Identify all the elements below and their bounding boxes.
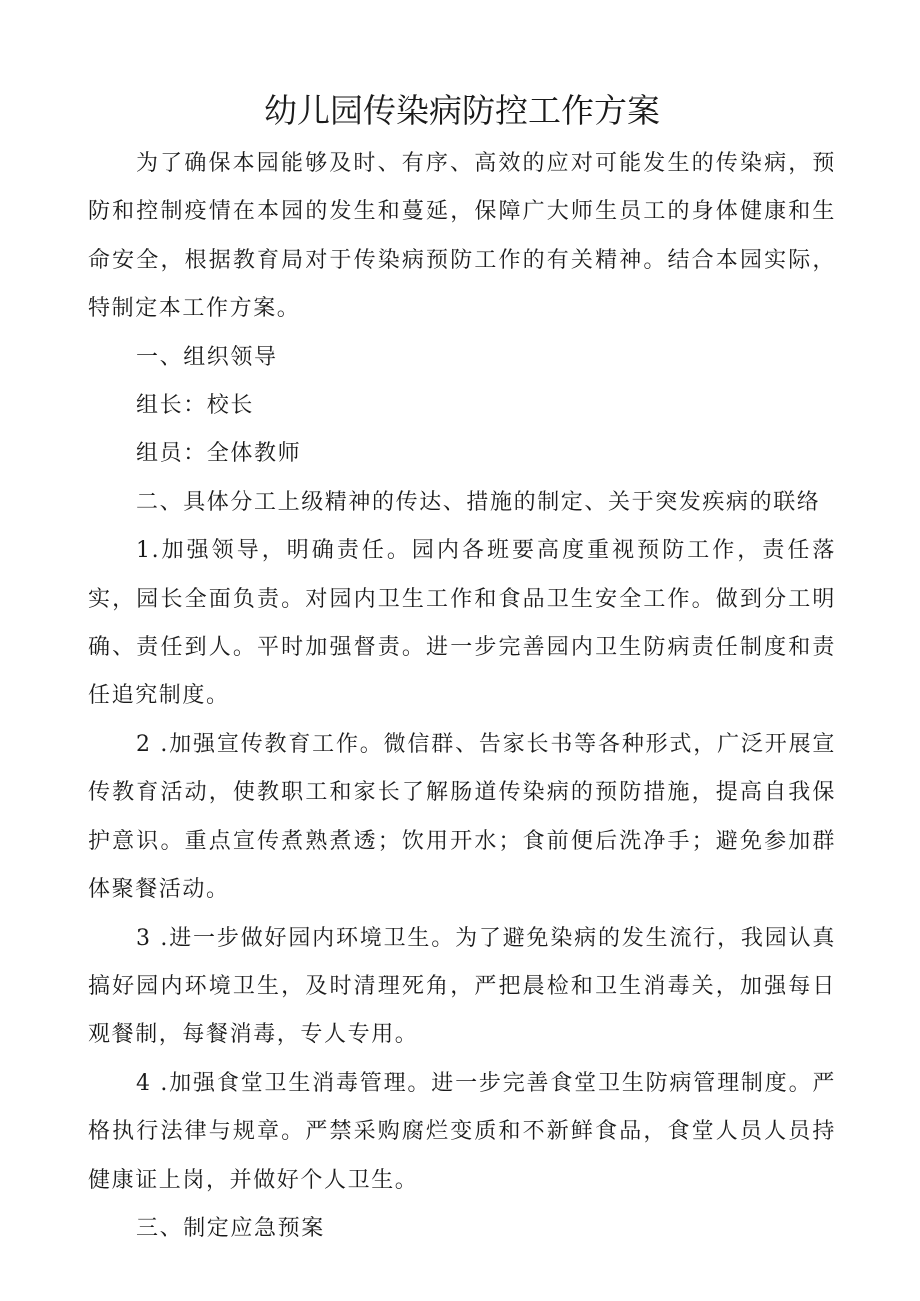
section-heading-organization: 一、组织领导	[136, 344, 278, 370]
list-item: 4 .加强食堂卫生消毒管理。进一步完善食堂卫生防病管理制度。严格执行法律与规章。严禁采购腐烂变质和不新鲜食品，食堂人员人员持健康证上岗，并做好个人卫生。	[88, 1070, 836, 1193]
intro-paragraph: 为了确保本园能够及时、有序、高效的应对可能发生的传染病，预防和控制疫情在本园的发生和蔓延，保障广大师生员工的身体健康和生命安全，根据教育局对于传染病预防工作的有关精神。结合本园实际，特制定本工作方案。	[88, 151, 836, 322]
document-title: 幼儿园传染病防控工作方案	[264, 91, 660, 130]
document-page	[88, 86, 836, 1253]
list-item: 2 .加强宣传教育工作。微信群、告家长书等各种形式，广泛开展宣传教育活动，使教职工和家长了解肠道传染病的预防措施，提高自我保护意识。重点宣传煮熟煮透；饮用开水；食前便后洗净手；避免参加群体聚餐活动。	[88, 731, 836, 903]
section-heading-emergency-plan: 三、制定应急预案	[136, 1215, 325, 1241]
group-members-line: 组员：全体教师	[136, 441, 302, 467]
group-leader-line: 组长：校长	[136, 393, 255, 419]
list-item: 3 .进一步做好园内环境卫生。为了避免染病的发生流行，我园认真搞好园内环境卫生，及时清理死角，严把晨检和卫生消毒关，加强每日观餐制，每餐消毒，专人专用。	[88, 925, 836, 1048]
list-item: 1.加强领导，明确责任。园内各班要高度重视预防工作，责任落实，园长全面负责。对园内卫生工作和食品卫生安全工作。做到分工明确、责任到人。平时加强督责。进一步完善园内卫生防病责任制度和责任追究制度。	[88, 538, 836, 709]
section-heading-division: 二、具体分工上级精神的传达、措施的制定、关于突发疾病的联络	[136, 489, 821, 515]
